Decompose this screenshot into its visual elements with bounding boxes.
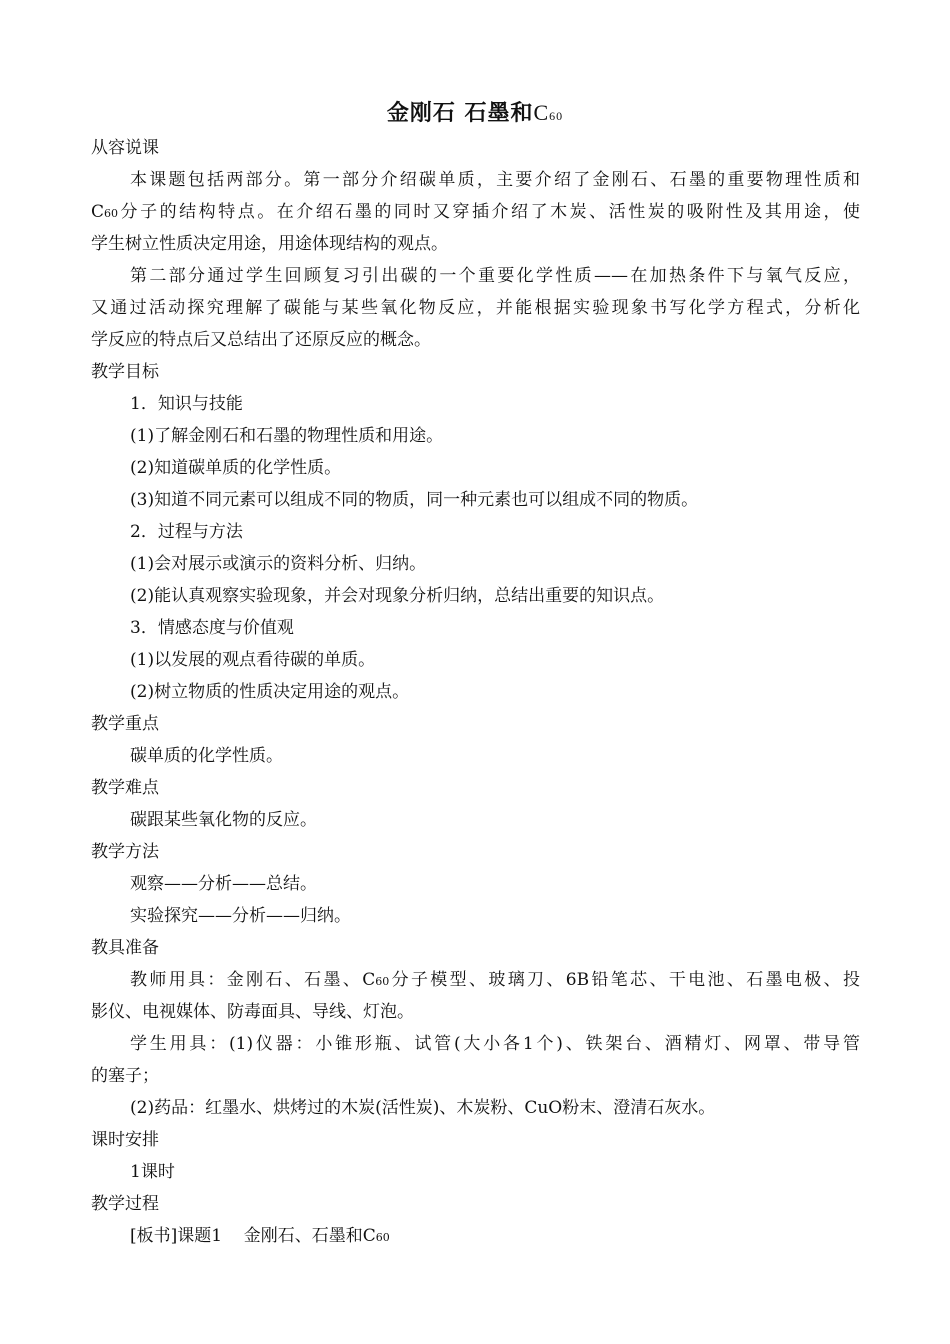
- title-text: 金刚石 石墨和: [386, 101, 534, 126]
- paragraph-line: 观察——分析——总结。: [130, 874, 317, 894]
- section-heading: 课时安排: [91, 1130, 159, 1150]
- paragraph-line: 碳跟某些氧化物的反应。: [130, 810, 317, 830]
- section-heading: 教具准备: [91, 938, 159, 958]
- paragraph-line: 学生用具：(1)仪器：小锥形瓶、试管(大小各1个)、铁架台、酒精灯、网罩、带导管: [130, 1034, 860, 1054]
- section-heading: 从容说课: [91, 138, 159, 158]
- list-item: (2)知道碳单质的化学性质。: [130, 458, 342, 478]
- document-title: [0, 97, 950, 132]
- paragraph-line: 第二部分通过学生回顾复习引出碳的一个重要化学性质——在加热条件下与氧气反应，: [130, 266, 860, 286]
- list-heading: 3．情感态度与价值观: [130, 618, 294, 638]
- section-heading: 教学过程: [91, 1194, 159, 1214]
- paragraph-line: 教师用具：金刚石、石墨、C60分子模型、玻璃刀、6B铅笔芯、干电池、石墨电极、投: [130, 970, 860, 990]
- paragraph-line: 实验探究——分析——归纳。: [130, 906, 351, 926]
- list-item: (2)能认真观察实验现象，并会对现象分析归纳，总结出重要的知识点。: [130, 586, 665, 606]
- section-heading: 教学重点: [91, 714, 159, 734]
- blackboard-line: [板书]课题1 金刚石、石墨和C60: [130, 1226, 390, 1246]
- paragraph-line: 影仪、电视媒体、防毒面具、导线、灯泡。: [91, 1002, 414, 1022]
- title-c: C: [533, 100, 550, 125]
- paragraph-line: 学生树立性质决定用途，用途体现结构的观点。: [91, 234, 448, 254]
- paragraph-line: 学反应的特点后又总结出了还原反应的概念。: [91, 330, 431, 350]
- paragraph-line: 碳单质的化学性质。: [130, 746, 283, 766]
- list-item: (1)了解金刚石和石墨的物理性质和用途。: [130, 426, 444, 446]
- list-item: (3)知道不同元素可以组成不同的物质，同一种元素也可以组成不同的物质。: [130, 490, 699, 510]
- section-heading: 教学目标: [91, 362, 159, 382]
- list-item: (1)以发展的观点看待碳的单质。: [130, 650, 376, 670]
- paragraph-line: 的塞子；: [91, 1066, 159, 1086]
- paragraph-line: C60分子的结构特点。在介绍石墨的同时又穿插介绍了木炭、活性炭的吸附性及其用途，使: [91, 202, 860, 222]
- section-heading: 教学难点: [91, 778, 159, 798]
- paragraph-line: 本课题包括两部分。第一部分介绍碳单质，主要介绍了金刚石、石墨的重要物理性质和: [130, 170, 860, 190]
- list-item: (1)会对展示或演示的资料分析、归纳。: [130, 554, 427, 574]
- title-subscript: 60: [549, 109, 564, 123]
- list-heading: 2．过程与方法: [130, 522, 243, 542]
- paragraph-line: 又通过活动探究理解了碳能与某些氧化物反应，并能根据实验现象书写化学方程式，分析化: [91, 298, 860, 318]
- list-item: (2)树立物质的性质决定用途的观点。: [130, 682, 410, 702]
- section-heading: 教学方法: [91, 842, 159, 862]
- paragraph-line: 1课时: [130, 1162, 175, 1182]
- paragraph-line: (2)药品：红墨水、烘烤过的木炭(活性炭)、木炭粉、CuO粉末、澄清石灰水。: [130, 1098, 716, 1118]
- list-heading: 1．知识与技能: [130, 394, 243, 414]
